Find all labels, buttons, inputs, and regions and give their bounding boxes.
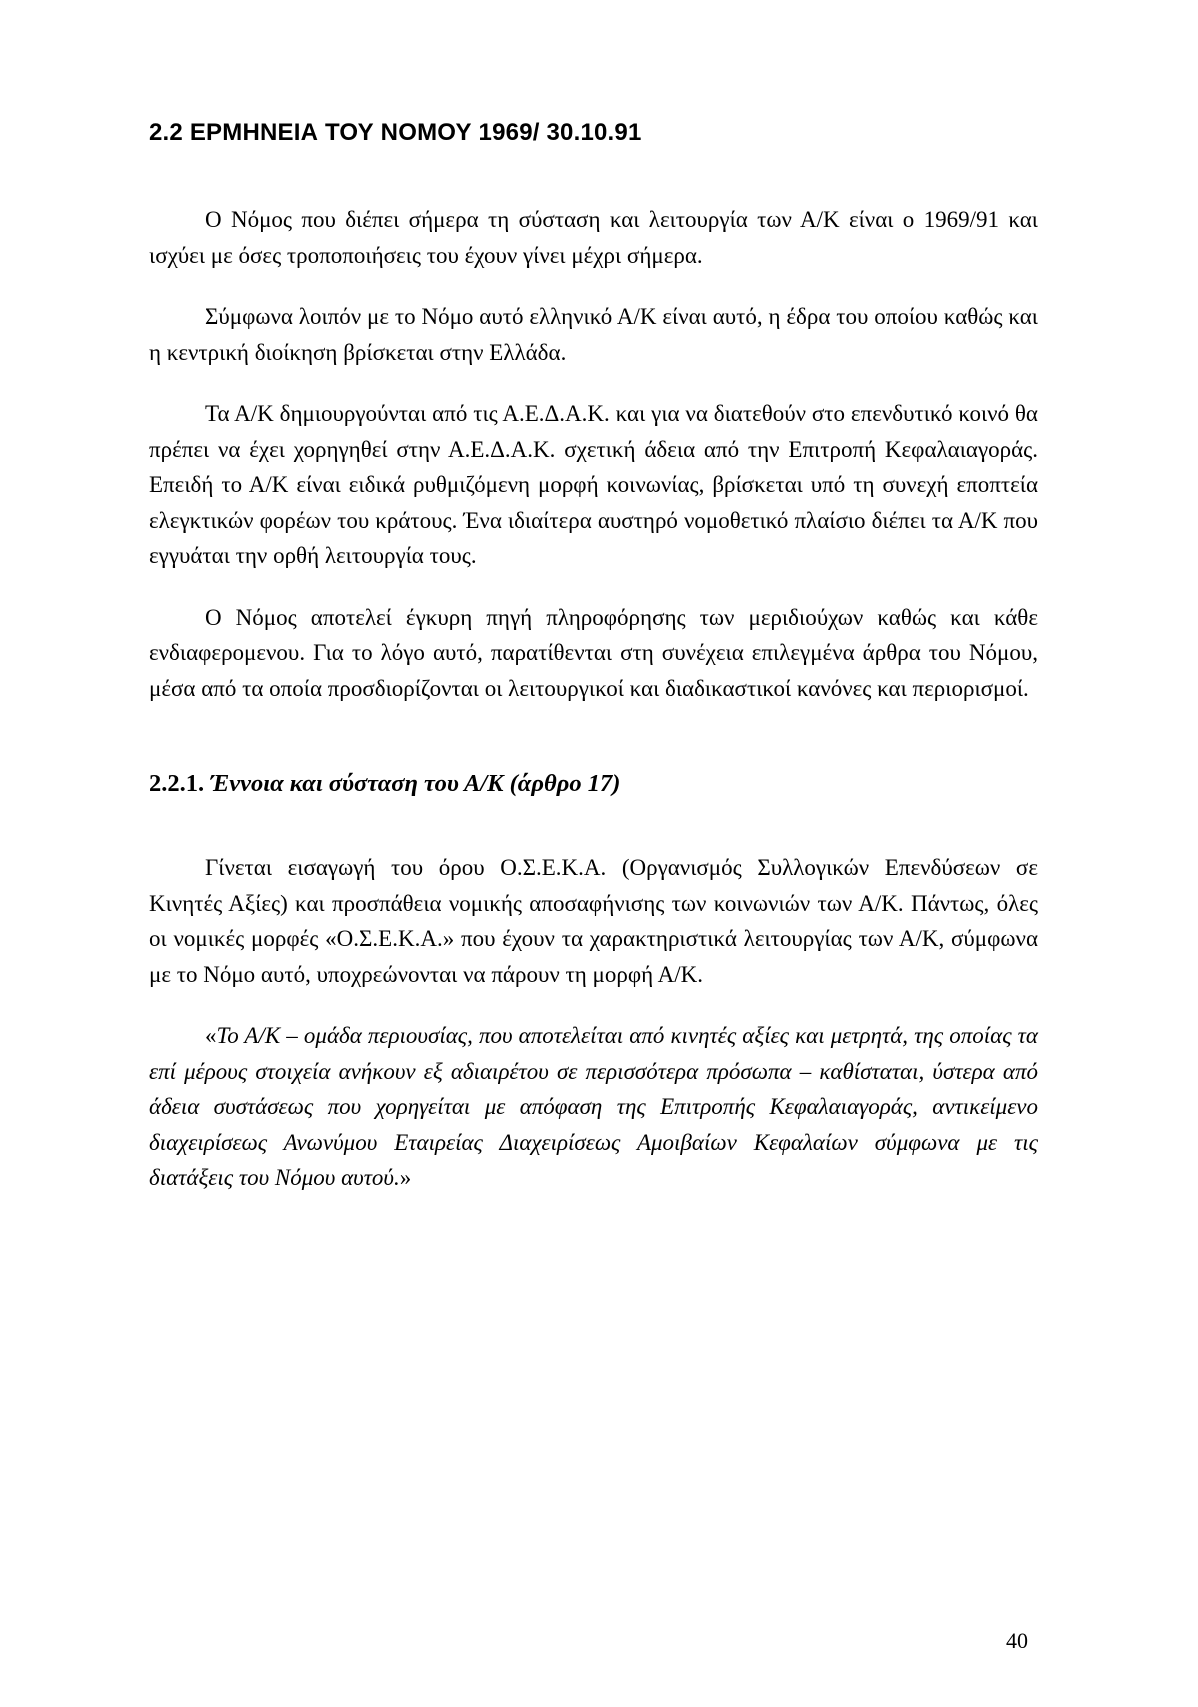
- quote-close-mark: »: [399, 1165, 412, 1190]
- paragraph-greek-fund-definition: Σύμφωνα λοιπόν με το Νόμο αυτό ελληνικό Α/Κ είναι αυτό, η έδρα του οποίου καθώς και η κεντρική διοίκηση βρίσκεται στην Ελλάδα.: [149, 304, 1038, 365]
- paragraph-osekam-intro: Γίνεται εισαγωγή του όρου Ο.Σ.Ε.Κ.Α. (Οργανισμός Συλλογικών Επενδύσεων σε Κινητές Αξίες) και προσπάθεια νομικής αποσαφήνισης των κοινωνιών των Α/Κ. Πάντως, όλες οι νομικές μορφές «Ο.Σ.Ε.Κ.Α.» που έχουν τα χαρακτηριστικά λειτουργίας των Α/Κ, σύμφωνα με το Νόμο αυτό, υποχρεώνονται να πάρουν τη μορφή Α/Κ.: [149, 855, 1038, 987]
- subsection-heading: [149, 768, 1038, 800]
- quote-open-mark: «: [205, 1023, 217, 1048]
- paragraph-law-as-source: Ο Νόμος αποτελεί έγκυρη πηγή πληροφόρησης των μεριδιούχων καθώς και κάθε ενδιαφερομενου. Για το λόγο αυτό, παρατίθενται στη συνέχεια επιλεγμένα άρθρα του Νόμου, μέσα από τα οποία προσδιορίζονται οι λειτουργικοί και διαδικαστικοί κανόνες και περιορισμοί.: [149, 604, 1038, 701]
- page-number: 40: [1006, 1628, 1028, 1653]
- subsection-number: 2.2.1.: [149, 770, 205, 797]
- paragraph-fund-creation: Τα Α/Κ δημιουργούνται από τις Α.Ε.Δ.Α.Κ. και για να διατεθούν στο επενδυτικό κοινό θα πρέπει να έχει χορηγηθεί στην Α.Ε.Δ.Α.Κ. σχετική άδεια από την Επιτροπή Κεφαλαιαγοράς. Επειδή το Α/Κ είναι ειδικά ρυθμιζόμενη μορφή κοινωνίας, βρίσκεται υπό τη συνεχή εποπτεία ελεγκτικών φορέων του κράτους. Ένα ιδιαίτερα αυστηρό νομοθετικό πλαίσιο διέπει τα Α/Κ που εγγυάται την ορθή λειτουργία τους.: [149, 401, 1038, 568]
- subsection-title: Έννοια και σύσταση του Α/Κ (άρθρο 17): [210, 770, 621, 797]
- document-page: [149, 118, 1038, 1196]
- quote-text: Το Α/Κ – ομάδα περιουσίας, που αποτελείται από κινητές αξίες και μετρητά, της οποίας τα επί μέρους στοιχεία ανήκουν εξ αδιαιρέτου σε περισσότερα πρόσωπα – καθίσταται, ύστερα από άδεια συστάσεως που χορηγείται με απόφαση της Επιτροπής Κεφαλαιαγοράς, αντικείμενο διαχειρίσεως Ανωνύμου Εταιρείας Διαχειρίσεως Αμοιβαίων Κεφαλαίων σύμφωνα με τις διατάξεις του Νόμου αυτού.: [149, 1023, 1038, 1190]
- section-heading: 2.2 ΕΡΜΗΝΕΙΑ ΤΟΥ ΝΟΜΟΥ 1969/ 30.10.91: [149, 119, 642, 146]
- law-quote: [149, 1018, 1038, 1196]
- paragraph-law-overview: Ο Νόμος που διέπει σήμερα τη σύσταση και λειτουργία των Α/Κ είναι ο 1969/91 και ισχύει με όσες τροποποιήσεις του έχουν γίνει μέχρι σήμερα.: [149, 207, 1038, 268]
